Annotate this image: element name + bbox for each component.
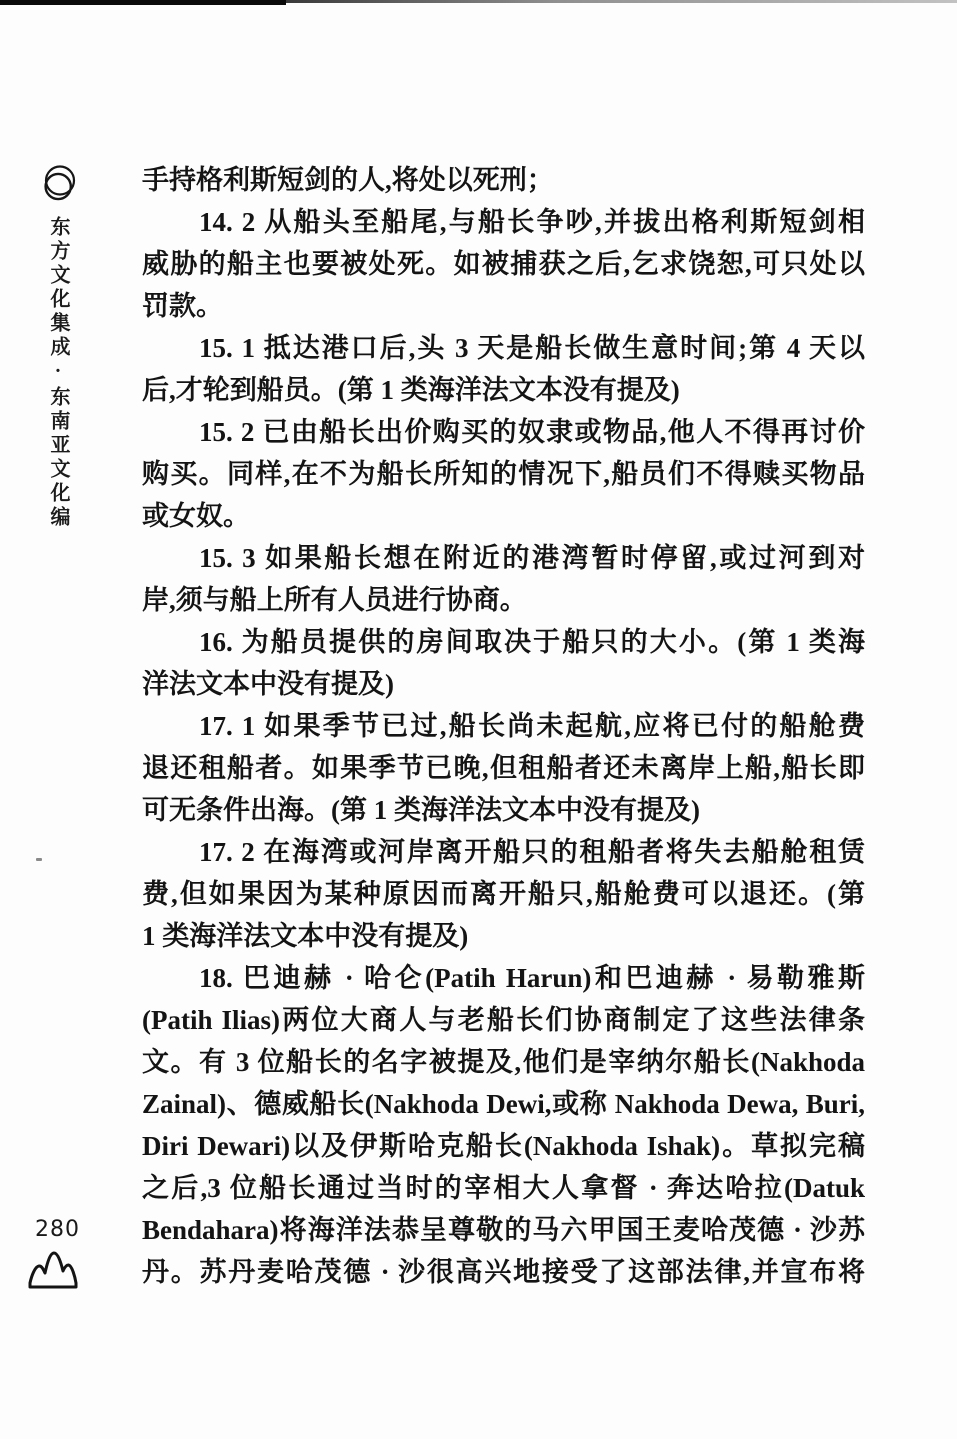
scan-artifact xyxy=(36,858,42,861)
text-line: 洋法文本中没有提及) xyxy=(142,669,394,699)
text-line: 可无条件出海。(第 1 类海洋法文本中没有提及) xyxy=(142,795,700,825)
text-line: 购买。同样,在不为船长所知的情况下,船员们不得赎买物品 xyxy=(142,459,865,489)
page-number: 280 xyxy=(35,1217,80,1242)
text-line: 丹。苏丹麦哈茂德 · 沙很高兴地接受了这部法律,并宣布将 xyxy=(142,1257,865,1287)
text-line: 威胁的船主也要被处死。如被捕获之后,乞求饶恕,可只处以 xyxy=(142,249,865,279)
publisher-circle-logo-icon xyxy=(41,164,78,206)
text-line: 或女奴。 xyxy=(142,501,250,531)
text-line: 后,才轮到船员。(第 1 类海洋法文本没有提及) xyxy=(142,375,680,405)
text-line: Bendahara)将海洋法恭呈尊敬的马六甲国王麦哈茂德 · 沙苏 xyxy=(142,1215,865,1245)
scan-edge-bar xyxy=(0,0,286,5)
text-line: 15. 3 如果船长想在附近的港湾暂时停留,或过河到对 xyxy=(199,543,865,573)
text-line: 16. 为船员提供的房间取决于船只的大小。(第 1 类海 xyxy=(199,627,865,657)
text-line: 17. 2 在海湾或河岸离开船只的租船者将失去船舱租赁 xyxy=(199,837,865,867)
text-line: 手持格利斯短剑的人,将处以死刑； xyxy=(142,165,554,195)
scan-edge-line xyxy=(286,0,957,3)
text-line: 1 类海洋法文本中没有提及) xyxy=(142,921,469,951)
text-line: 18. 巴迪赫 · 哈仑(Patih Harun)和巴迪赫 · 易勒雅斯 xyxy=(199,963,865,993)
text-line: 岸,须与船上所有人员进行协商。 xyxy=(142,585,527,615)
series-title-vertical: 东方文化集成·东南亚文化编 xyxy=(47,216,69,530)
text-line: 15. 2 已由船长出价购买的奴隶或物品,他人不得再讨价 xyxy=(199,417,865,447)
text-line: 退还租船者。如果季节已晚,但租船者还未离岸上船,船长即 xyxy=(142,753,865,783)
text-line: 17. 1 如果季节已过,船长尚未起航,应将已付的船舱费 xyxy=(199,711,865,741)
text-line: 文。有 3 位船长的名字被提及,他们是宰纳尔船长(Nakhoda xyxy=(142,1047,865,1077)
text-line: 14. 2 从船头至船尾,与船长争吵,并拔出格利斯短剑相 xyxy=(199,207,865,237)
text-line: 费,但如果因为某种原因而离开船只,船舱费可以退还。(第 xyxy=(142,879,865,909)
text-line: 之后,3 位船长通过当时的宰相大人拿督 · 奔达哈拉(Datuk xyxy=(142,1173,865,1203)
body-text xyxy=(142,159,865,1293)
text-line: (Patih Ilias)两位大商人与老船长们协商制定了这些法律条 xyxy=(142,1005,865,1035)
mountain-collection-mark-icon xyxy=(27,1247,79,1291)
text-line: 15. 1 抵达港口后,头 3 天是船长做生意时间;第 4 天以 xyxy=(199,333,865,363)
text-line: 罚款。 xyxy=(142,291,223,321)
text-line: Diri Dewari)以及伊斯哈克船长(Nakhoda Ishak)。草拟完稿 xyxy=(142,1131,865,1161)
text-line: Zainal)、德威船长(Nakhoda Dewi,或称 Nakhoda Dewa, Buri, xyxy=(142,1089,865,1119)
